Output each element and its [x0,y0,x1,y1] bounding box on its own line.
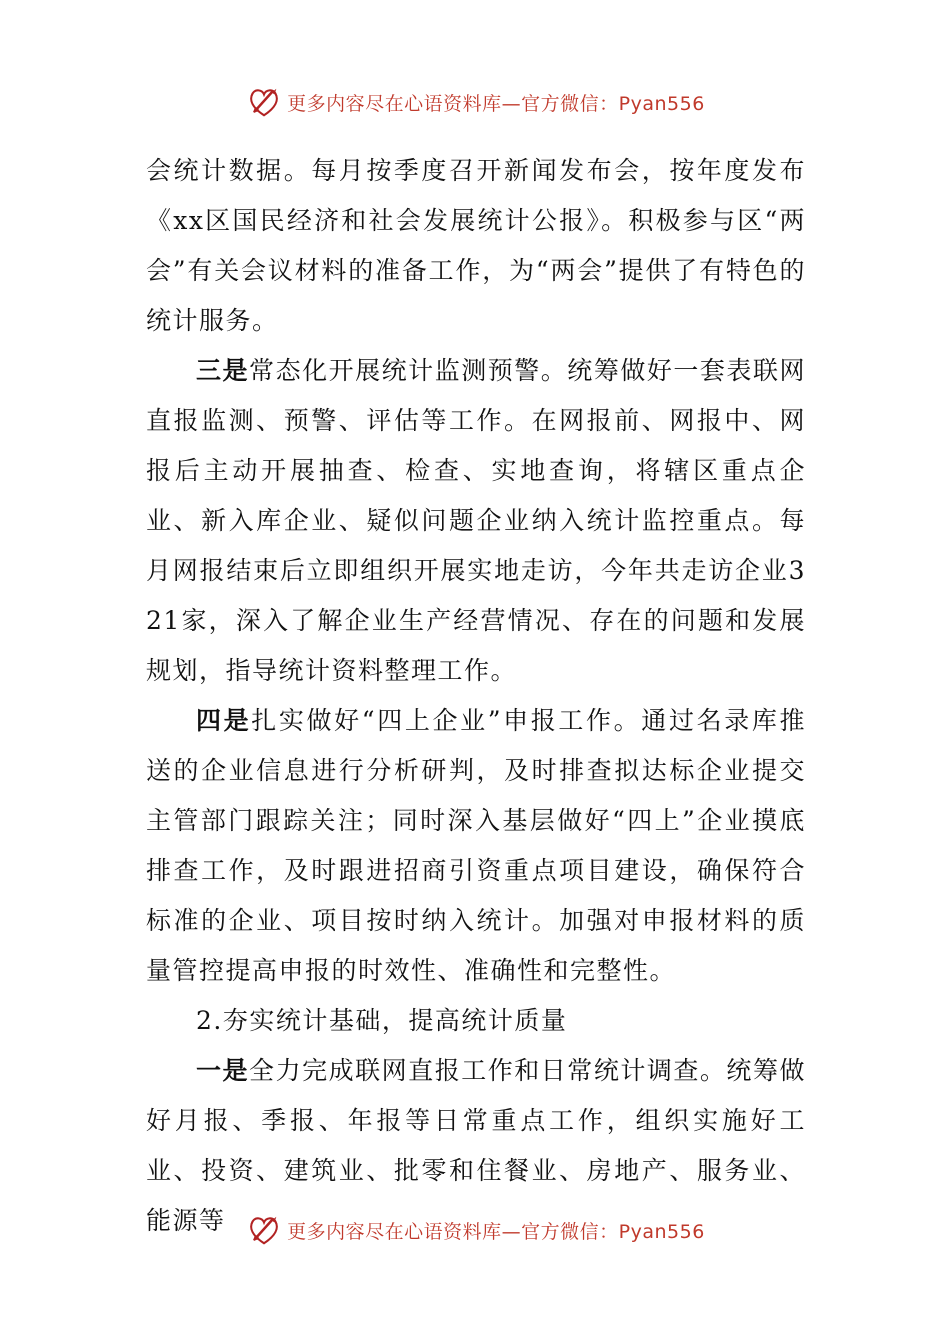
paragraph-lead: 四是 [196,706,252,735]
section-heading: 2.夯实统计基础，提高统计质量 [196,1006,568,1035]
paragraph: 三是常态化开展统计监测预警。统筹做好一套表联网直报监测、预警、评估等工作。在网报前、网报中、网报后主动开展抽查、检查、实地查询，将辖区重点企业、新入库企业、疑似问题企业纳入统计监控重点。每月网报结束后立即组织开展实地走访，今年共走访企业321家，深入了解企业生产经营情况、存在的问题和发展规划，指导统计资料整理工作。 [146,356,806,685]
pen-heart-logo-icon [245,1211,283,1249]
paragraph: 会统计数据。每月按季度召开新闻发布会，按年度发布《xx区国民经济和社会发展统计公报》。积极参与区“两会”有关会议材料的准备工作，为“两会”提供了有特色的统计服务。 [146,156,806,335]
paragraph-lead: 一是 [196,1056,250,1085]
header-watermark-banner [0,82,950,122]
paragraph: 四是扎实做好“四上企业”申报工作。通过名录库推送的企业信息进行分析研判，及时排查拟达标企业提交主管部门跟踪关注；同时深入基层做好“四上”企业摸底排查工作，及时跟进招商引资重点项目建设，确保符合标准的企业、项目按时纳入统计。加强对申报材料的质量管控提高申报的时效性、准确性和完整性。 [146,706,806,985]
banner-text: 更多内容尽在心语资料库—官方微信：Pyan556 [287,92,705,115]
footer-watermark-banner [0,1210,950,1250]
document-body [146,146,806,1246]
paragraph: 一是全力完成联网直报工作和日常统计调查。统筹做好月报、季报、年报等日常重点工作，组织实施好工业、投资、建筑业、批零和住餐业、房地产、服务业、能源等 [146,1056,806,1235]
pen-heart-logo-icon [245,83,283,121]
paragraph-lead: 三是 [196,356,250,385]
banner-text: 更多内容尽在心语资料库—官方微信：Pyan556 [287,1220,705,1243]
